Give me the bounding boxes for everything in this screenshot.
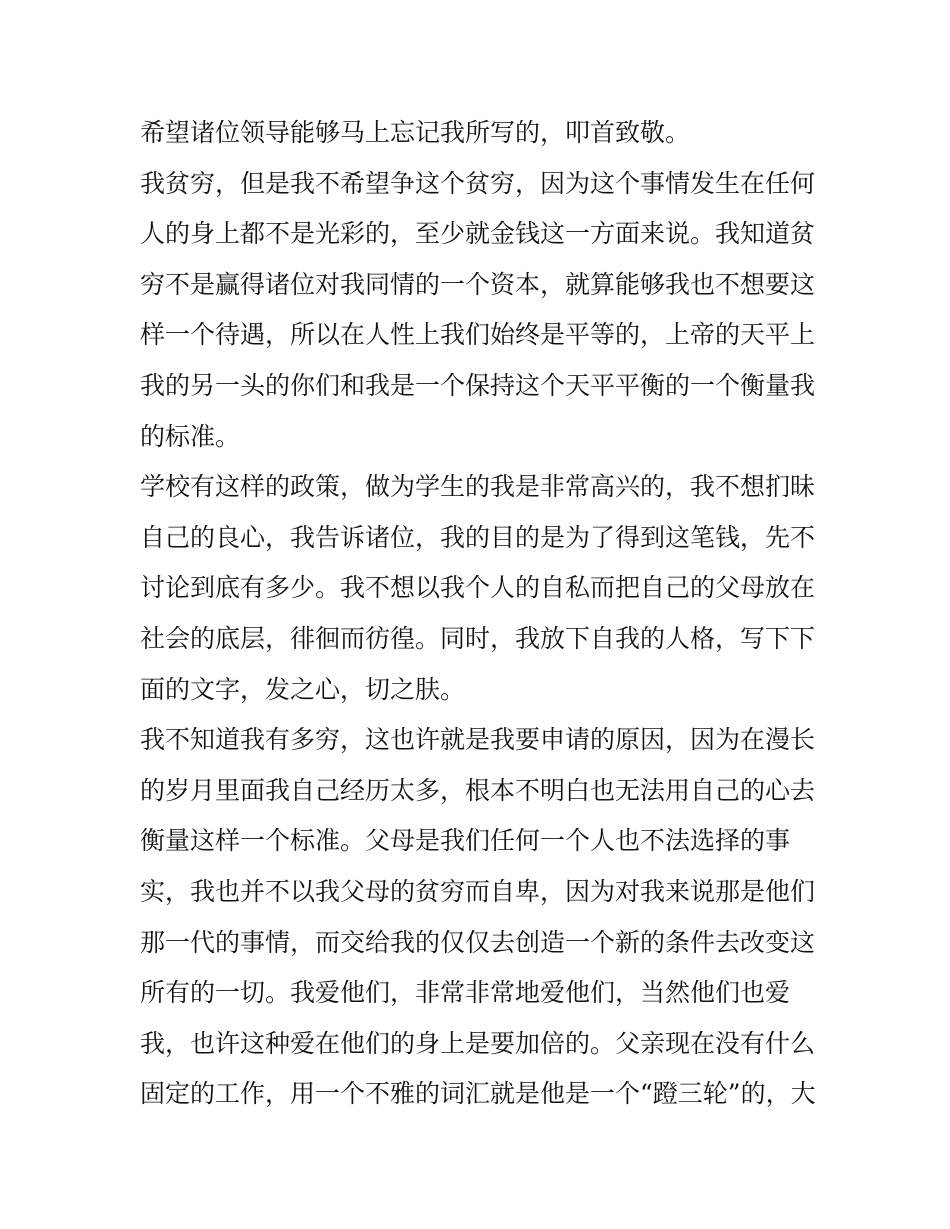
text-line: 实，我也并不以我父母的贫穷而自卑，因为对我来说那是他们 xyxy=(140,876,816,906)
text-line: 我不知道我有多穷，这也许就是我要申请的原因，因为在漫长 xyxy=(140,725,816,755)
text-line: 的标准。 xyxy=(140,421,241,451)
text-line: 那一代的事情，而交给我的仅仅去创造一个新的条件去改变这 xyxy=(140,927,816,957)
text-line: 我贫穷，但是我不希望争这个贫穷，因为这个事情发生在任何 xyxy=(140,168,816,198)
text-line: 我，也许这种爱在他们的身上是要加倍的。父亲现在没有什么 xyxy=(140,1028,816,1058)
text-line: 样一个待遇，所以在人性上我们始终是平等的，上帝的天平上 xyxy=(140,320,816,350)
text-line: 的岁月里面我自己经历太多，根本不明白也无法用自己的心去 xyxy=(140,775,816,805)
text-line: 我的另一头的你们和我是一个保持这个天平平衡的一个衡量我 xyxy=(140,370,816,400)
text-line: 讨论到底有多少。我不想以我个人的自私而把自己的父母放在 xyxy=(140,573,816,603)
text-line: 希望诸位领导能够马上忘记我所写的，叩首致敬。 xyxy=(140,118,691,147)
text-line: 面的文字，发之心，切之肤。 xyxy=(140,674,466,704)
text-line: 自己的良心，我告诉诸位，我的目的是为了得到这笔钱，先不 xyxy=(140,522,816,552)
text-line: 所有的一切。我爱他们，非常非常地爱他们，当然他们也爱 xyxy=(140,978,791,1008)
text-line: 人的身上都不是光彩的，至少就金钱这一方面来说。我知道贫 xyxy=(140,219,816,249)
text-line: 衡量这样一个标准。父母是我们任何一个人也不法选择的事 xyxy=(140,826,791,856)
text-line: 穷不是赢得诸位对我同情的一个资本，就算能够我也不想要这 xyxy=(140,269,816,299)
document-body xyxy=(140,108,820,1120)
text-line: 固定的工作，用一个不雅的词汇就是他是一个“蹬三轮”的，大 xyxy=(140,1079,816,1109)
text-line: 学校有这样的政策，做为学生的我是非常高兴的，我不想扪昧 xyxy=(140,472,816,502)
text-line: 社会的底层，徘徊而彷徨。同时，我放下自我的人格，写下下 xyxy=(140,623,816,653)
